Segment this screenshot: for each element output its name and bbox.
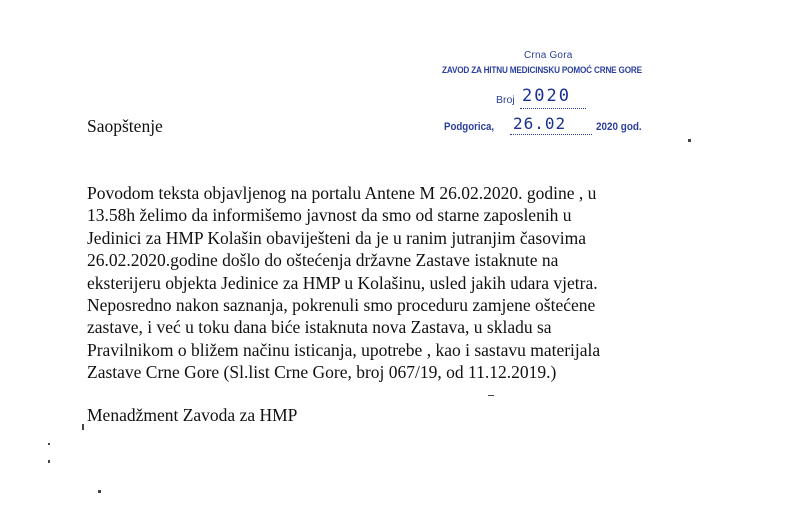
body-line: 13.58h želimo da informišemo javnost da smo od starne zaposlenih u: [87, 205, 572, 226]
body-line: eksterijeru objekta Jedinice za HMP u Kolašinu, usled jakih udara vjetra.: [87, 272, 598, 293]
stamp-number-value: 2020: [522, 86, 571, 106]
official-stamp: [440, 48, 680, 148]
body-line: Zastave Crne Gore (Sl.list Crne Gore, broj 067/19, od 11.12.2019.): [87, 362, 557, 383]
scan-speck: [48, 443, 50, 445]
document-title: Saopštenje: [87, 116, 163, 136]
stamp-country: Crna Gora: [524, 50, 573, 61]
body-line: Neposredno nakon saznanja, pokrenuli smo proceduru zamjene oštećene: [87, 295, 596, 316]
body-line: zastave, i već u toku dana biće istaknuta nova Zastava, u skladu sa: [87, 317, 552, 338]
stamp-number-label: Broj: [496, 94, 515, 106]
scan-speck: [48, 460, 50, 463]
stamp-date-underline: [510, 134, 592, 135]
scan-speck: [688, 139, 691, 142]
stamp-date-value: 26.02: [513, 114, 567, 133]
signature: Menadžment Zavoda za HMP: [87, 405, 298, 425]
body-line: Jedinici za HMP Kolašin obaviješteni da je u ranim jutranjim časovima: [87, 227, 586, 248]
scan-speck: [488, 395, 494, 396]
announcement-body: [87, 182, 717, 384]
scan-speck: [98, 490, 101, 493]
stamp-number-underline: [520, 108, 586, 109]
stamp-year: 2020 god.: [596, 121, 642, 133]
body-line: Povodom teksta objavljenog na portalu Antene M 26.02.2020. godine , u: [87, 183, 597, 203]
body-line: Pravilnikom o bližem načinu isticanja, upotrebe , kao i sastavu materijala: [87, 339, 601, 360]
body-line: 26.02.2020.godine došlo do oštećenja državne Zastave istaknute na: [87, 250, 559, 271]
stamp-place: Podgorica,: [444, 121, 495, 133]
stamp-institution: ZAVOD ZA HITNU MEDICINSKU POMOĆ CRNE GORE: [442, 65, 642, 76]
scan-speck: [82, 424, 84, 430]
